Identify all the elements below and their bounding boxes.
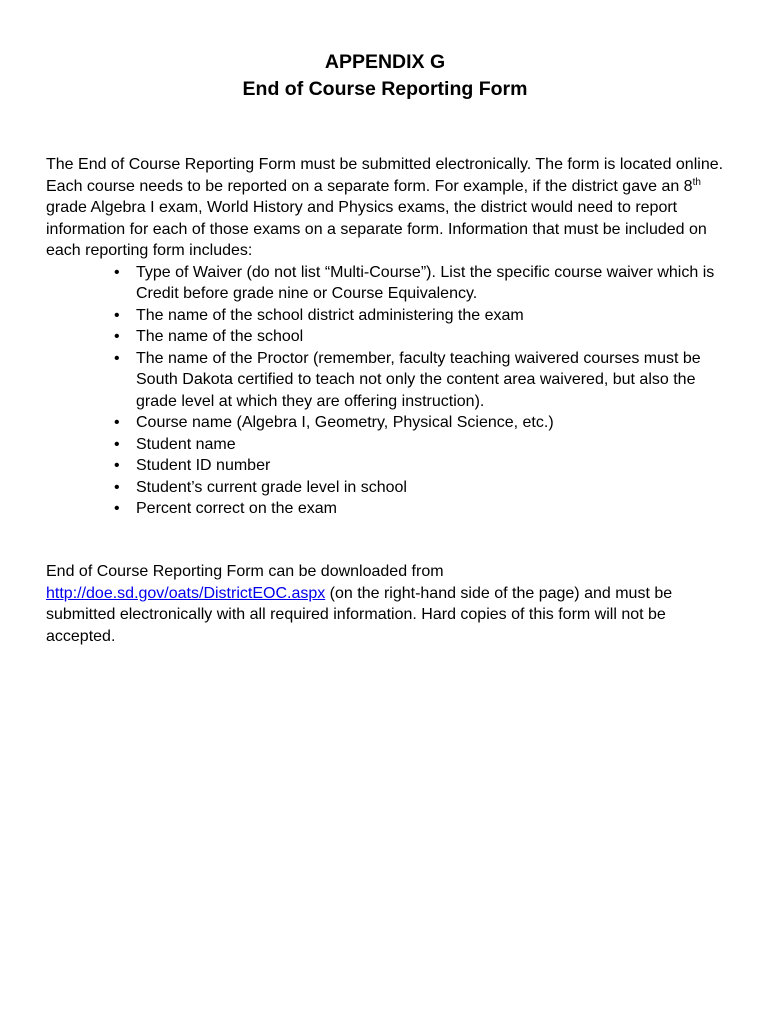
list-item <box>46 412 736 434</box>
download-tail-text: (on the right-hand side of the page) and must be submitted electronically with all required information. Hard copies of this form will not be accepted. <box>46 584 673 645</box>
district-eoc-link[interactable]: http://doe.sd.gov/oats/DistrictEOC.aspx <box>46 584 326 602</box>
bullet-icon: • <box>114 435 120 453</box>
appendix-heading: APPENDIX G <box>324 51 446 73</box>
intro-text-part2: grade Algebra I exam, World History and Physics exams, the district would need to report information for each of those exams on a separate form. Information that must be included on each reporting form includes: <box>46 199 707 259</box>
list-item-text: Type of Waiver (do not list “Multi-Course”). List the specific course waiver which is Credit before grade nine or Course Equivalency. <box>136 263 715 302</box>
list-item-text: Course name (Algebra I, Geometry, Physical Science, etc.) <box>136 414 554 431</box>
form-title: End of Course Reporting Form <box>242 78 528 100</box>
list-item <box>46 477 736 499</box>
bullet-icon: • <box>114 414 120 431</box>
bullet-icon: • <box>114 263 120 281</box>
list-item <box>46 455 736 477</box>
list-item-text: The name of the Proctor (remember, faculty teaching waivered courses must be South Dakota certified to teach not only the content area waivered, but also the grade level at which they are offering instruction). <box>136 349 701 410</box>
list-item <box>46 434 736 456</box>
bullet-icon: • <box>114 328 120 345</box>
list-item <box>46 498 736 520</box>
list-item <box>46 262 736 305</box>
list-item-text: Percent correct on the exam <box>136 500 337 517</box>
list-item <box>46 326 736 348</box>
list-item-text: The name of the school district administering the exam <box>136 306 524 324</box>
download-paragraph <box>46 561 736 647</box>
list-item-text: Student ID number <box>136 457 271 474</box>
bullet-icon: • <box>114 457 120 474</box>
title-block <box>0 49 770 103</box>
intro-paragraph <box>46 154 736 262</box>
list-item-text: The name of the school <box>136 328 304 345</box>
requirements-list <box>46 262 736 520</box>
intro-section <box>46 154 736 520</box>
bullet-icon: • <box>114 306 120 324</box>
download-section <box>46 561 736 647</box>
bullet-icon: • <box>114 478 120 496</box>
list-item-text: Student’s current grade level in school <box>136 478 407 496</box>
list-item <box>46 305 736 327</box>
ordinal-superscript: th <box>692 176 701 188</box>
list-item-text: Student name <box>136 435 236 453</box>
intro-text-part1: The End of Course Reporting Form must be submitted electronically. The form is located online. Each course needs to be reported on a separate form. For example, if the district gave an 8 <box>46 156 724 195</box>
list-item <box>46 348 736 413</box>
download-lead-text: End of Course Reporting Form can be downloaded from <box>46 563 444 580</box>
bullet-icon: • <box>114 500 120 517</box>
bullet-icon: • <box>114 349 120 367</box>
